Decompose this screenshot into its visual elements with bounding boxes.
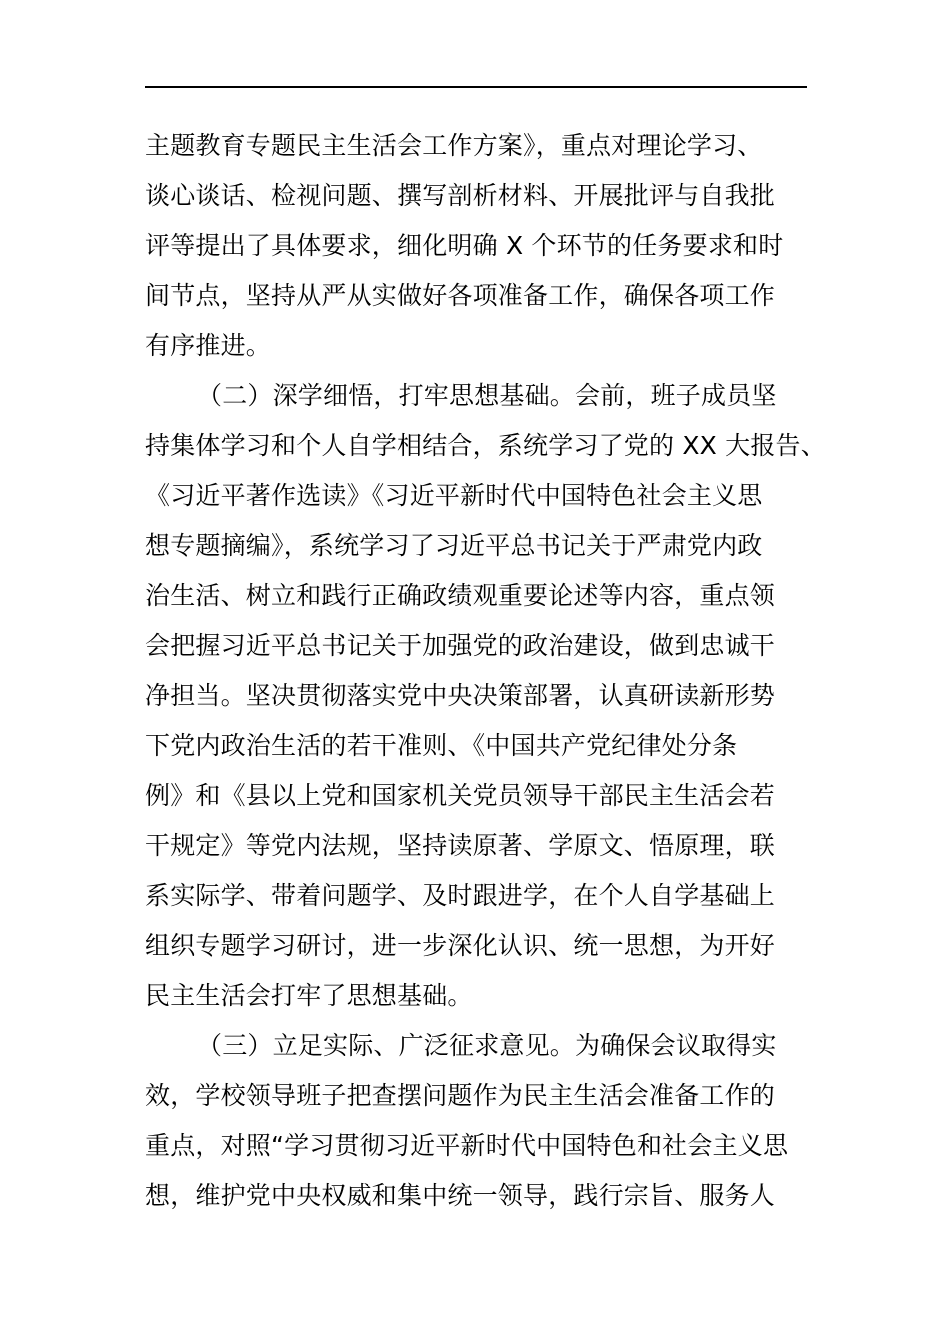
text-line: 民主生活会打牢了思想基础。	[145, 981, 473, 1010]
text-line: 间节点，坚持从严从实做好各项准备工作，确保各项工作	[145, 281, 776, 310]
text-line: 例》和《县以上党和国家机关党员领导干部民主生活会若	[145, 781, 776, 810]
text-line: 评等提出了具体要求，细化明确 X 个环节的任务要求和时	[145, 231, 784, 260]
text-line: 组织专题学习研讨，进一步深化认识、统一思想，为开好	[145, 931, 776, 960]
text-line: 治生活、树立和践行正确政绩观重要论述等内容，重点领	[145, 581, 776, 610]
paragraph-heading-3: （三）立足实际、广泛征求意见。为确保会议取得实	[197, 1031, 777, 1060]
text-line: 主题教育专题民主生活会工作方案》，重点对理论学习、	[145, 131, 763, 160]
text-line: 想专题摘编》，系统学习了习近平总书记关于严肃党内政	[145, 531, 763, 560]
text-line: 净担当。坚决贯彻落实党中央决策部署，认真研读新形势	[145, 681, 776, 710]
text-line: 《习近平著作选读》《习近平新时代中国特色社会主义思	[145, 481, 763, 510]
text-line: 谈心谈话、检视问题、撰写剖析材料、开展批评与自我批	[145, 181, 776, 210]
paragraph-heading-2: （二）深学细悟，打牢思想基础。会前，班子成员坚	[197, 381, 777, 410]
text-line: 下党内政治生活的若干准则、《中国共产党纪律处分条	[145, 731, 738, 760]
text-line: 有序推进。	[145, 331, 272, 360]
header-rule	[145, 86, 807, 88]
text-line: 想，维护党中央权威和集中统一领导，践行宗旨、服务人	[145, 1181, 776, 1210]
text-line: 系实际学、带着问题学、及时跟进学，在个人自学基础上	[145, 881, 776, 910]
text-line: 重点，对照“学习贯彻习近平新时代中国特色和社会主义思	[145, 1131, 789, 1160]
text-line: 干规定》等党内法规，坚持读原著、学原文、悟原理，联	[145, 831, 776, 860]
text-line: 会把握习近平总书记关于加强党的政治建设，做到忠诚干	[145, 631, 776, 660]
text-line: 持集体学习和个人自学相结合，系统学习了党的 XX 大报告、	[145, 431, 826, 460]
text-line: 效，学校领导班子把查摆问题作为民主生活会准备工作的	[145, 1081, 776, 1110]
